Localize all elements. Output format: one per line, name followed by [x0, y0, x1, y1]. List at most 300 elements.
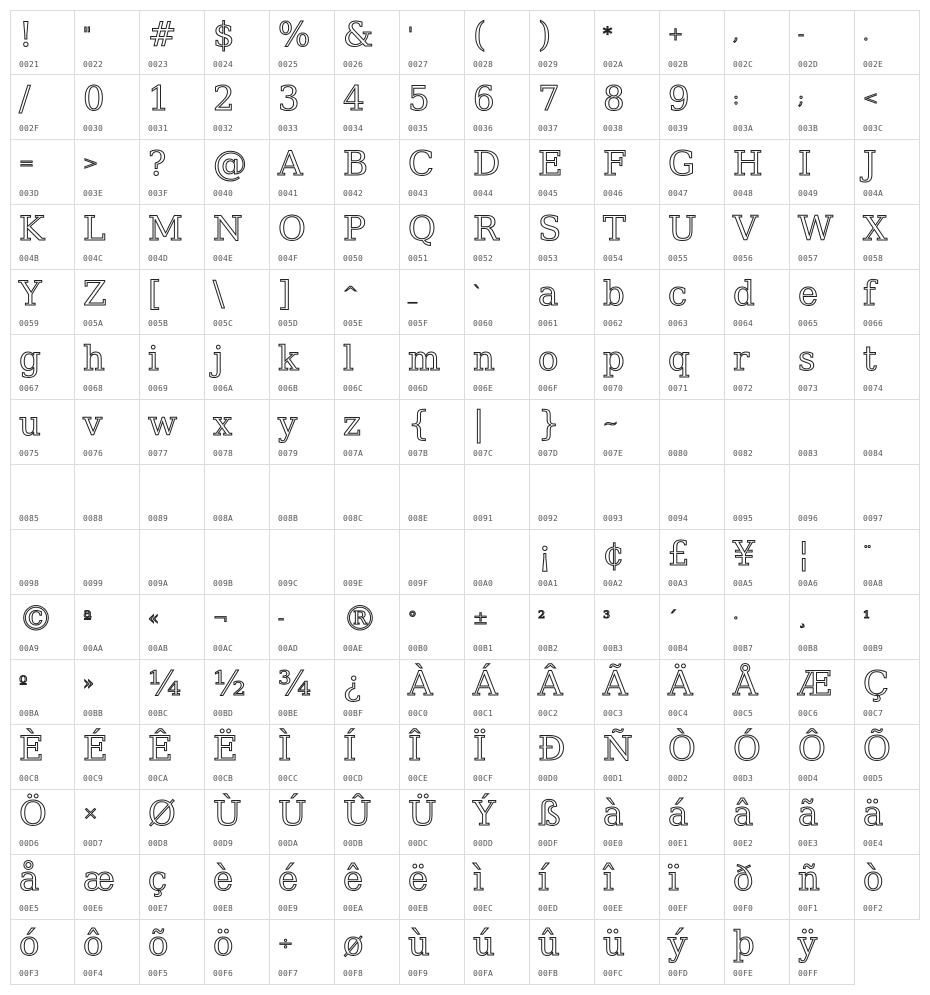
glyph-code: 0065: [798, 319, 819, 328]
glyph-char: ù: [408, 924, 430, 964]
glyph-code: 0041: [278, 189, 299, 198]
glyph-cell: [335, 790, 400, 855]
glyph-code: 00BA: [19, 709, 40, 718]
glyph-cell: [335, 920, 400, 985]
glyph-char: Ë: [213, 729, 238, 769]
glyph-char: O: [278, 209, 306, 249]
glyph-cell: [335, 335, 400, 400]
glyph-char: Y: [19, 274, 42, 314]
glyph-code: 0033: [278, 124, 299, 133]
glyph-cell: [140, 10, 205, 75]
glyph-char: #: [148, 15, 177, 55]
glyph-code: 0057: [798, 254, 819, 263]
glyph-cell: [465, 140, 530, 205]
glyph-code: 009C: [278, 579, 299, 588]
glyph-char: ¥: [733, 534, 755, 574]
glyph-char: &: [343, 15, 374, 55]
glyph-code: 00DB: [343, 839, 364, 848]
glyph-char: ®: [343, 599, 377, 639]
glyph-cell: [270, 465, 335, 530]
glyph-char: é: [278, 859, 299, 899]
glyph-cell: [530, 790, 595, 855]
glyph-char: Ý: [473, 794, 496, 834]
glyph-code: 0098: [19, 579, 40, 588]
glyph-cell: [10, 10, 75, 75]
glyph-cell: [270, 270, 335, 335]
glyph-cell: [270, 790, 335, 855]
glyph-char: ì: [473, 859, 484, 899]
glyph-char: ~: [603, 413, 619, 434]
glyph-code: 0099: [83, 579, 104, 588]
glyph-cell: [140, 205, 205, 270]
glyph-code: 00C0: [408, 709, 429, 718]
glyph-char: þ: [733, 924, 755, 964]
glyph-cell: [855, 855, 920, 920]
glyph-cell: [140, 920, 205, 985]
glyph-code: 009B: [213, 579, 234, 588]
glyph-cell: [465, 10, 530, 75]
glyph-char: °: [408, 608, 417, 629]
glyph-code: 00AD: [278, 644, 299, 653]
glyph-cell: [660, 75, 725, 140]
glyph-cell: [335, 465, 400, 530]
glyph-char: Õ: [863, 729, 891, 769]
glyph-code: 003D: [19, 189, 40, 198]
glyph-code: 00FE: [733, 969, 754, 978]
glyph-cell: [10, 400, 75, 465]
glyph-char: ±: [473, 608, 489, 629]
glyph-code: 0039: [668, 124, 689, 133]
glyph-code: 0027: [408, 60, 429, 69]
glyph-char: ç: [148, 859, 168, 899]
glyph-code: 0048: [733, 189, 754, 198]
glyph-char: c: [668, 274, 688, 314]
glyph-cell: [400, 205, 465, 270]
glyph-code: 0051: [408, 254, 429, 263]
glyph-code: 0094: [668, 514, 689, 523]
glyph-code: 0022: [83, 60, 104, 69]
glyph-cell: [660, 920, 725, 985]
glyph-char: 6: [473, 79, 495, 119]
glyph-cell: [660, 465, 725, 530]
glyph-cell: [140, 790, 205, 855]
glyph-code: 0031: [148, 124, 169, 133]
glyph-char: A: [278, 144, 303, 184]
glyph-cell: [725, 205, 790, 270]
glyph-cell: [790, 270, 855, 335]
glyph-code: 0060: [473, 319, 494, 328]
glyph-code: 0088: [83, 514, 104, 523]
glyph-code: 00A6: [798, 579, 819, 588]
glyph-cell: [205, 75, 270, 140]
glyph-code: 0024: [213, 60, 234, 69]
glyph-grid: [10, 10, 920, 985]
glyph-code: 00EE: [603, 904, 624, 913]
glyph-cell: [790, 595, 855, 660]
glyph-code: 00D0: [538, 774, 559, 783]
glyph-char: «: [148, 608, 160, 629]
glyph-cell: [75, 660, 140, 725]
glyph-char: È: [19, 729, 44, 769]
glyph-char: [148, 532, 204, 576]
glyph-code: 00B9: [863, 644, 884, 653]
glyph-char: ¿: [343, 664, 362, 704]
glyph-code: 008B: [278, 514, 299, 523]
glyph-code: 0049: [798, 189, 819, 198]
glyph-cell: [270, 140, 335, 205]
glyph-code: 00A3: [668, 579, 689, 588]
glyph-cell: [10, 920, 75, 985]
glyph-cell: [790, 335, 855, 400]
glyph-cell: [270, 660, 335, 725]
glyph-cell: [270, 205, 335, 270]
glyph-cell: [790, 140, 855, 205]
glyph-char: [863, 402, 919, 446]
glyph-code: 0025: [278, 60, 299, 69]
glyph-cell: [790, 465, 855, 530]
glyph-cell: [10, 530, 75, 595]
glyph-char: m: [408, 339, 441, 379]
glyph-char: W: [798, 209, 833, 249]
glyph-code: 0097: [863, 514, 884, 523]
glyph-code: 00E5: [19, 904, 40, 913]
glyph-char: ü: [603, 924, 625, 964]
glyph-char: r: [733, 339, 750, 379]
glyph-code: 004B: [19, 254, 40, 263]
glyph-cell: [205, 205, 270, 270]
glyph-code: 00A9: [19, 644, 40, 653]
glyph-cell: [790, 10, 855, 75]
glyph-code: 0096: [798, 514, 819, 523]
glyph-code: 0063: [668, 319, 689, 328]
glyph-cell: [660, 270, 725, 335]
glyph-cell: [140, 465, 205, 530]
glyph-cell: [75, 400, 140, 465]
glyph-char: T: [603, 209, 626, 249]
glyph-code: 00EA: [343, 904, 364, 913]
glyph-cell: [140, 660, 205, 725]
glyph-cell: [530, 920, 595, 985]
glyph-cell: [595, 790, 660, 855]
glyph-code: 0053: [538, 254, 559, 263]
glyph-code: 00E8: [213, 904, 234, 913]
glyph-char: -: [278, 608, 285, 629]
glyph-cell: [725, 725, 790, 790]
glyph-cell: [10, 790, 75, 855]
glyph-char: x: [213, 404, 233, 444]
glyph-cell: [855, 530, 920, 595]
glyph-code: 004E: [213, 254, 234, 263]
glyph-char: [148, 467, 204, 511]
glyph-cell: [855, 75, 920, 140]
glyph-code: 00D3: [733, 774, 754, 783]
glyph-cell: [530, 270, 595, 335]
glyph-code: 0032: [213, 124, 234, 133]
glyph-char: ö: [213, 924, 234, 964]
glyph-cell: [790, 205, 855, 270]
glyph-char: Ï: [473, 729, 487, 769]
glyph-code: 007D: [538, 449, 559, 458]
glyph-cell: [660, 140, 725, 205]
glyph-char: .: [863, 24, 869, 45]
glyph-char: u: [19, 404, 41, 444]
glyph-code: 005C: [213, 319, 234, 328]
glyph-code: 0058: [863, 254, 884, 263]
glyph-cell: [205, 725, 270, 790]
glyph-cell: [725, 855, 790, 920]
glyph-char: Å: [733, 664, 758, 704]
glyph-code: 00DF: [538, 839, 559, 848]
glyph-char: ó: [19, 924, 40, 964]
glyph-code: 009A: [148, 579, 169, 588]
glyph-char: Ì: [278, 729, 292, 769]
glyph-char: !: [19, 15, 33, 55]
glyph-char: [668, 402, 724, 446]
glyph-cell: [75, 530, 140, 595]
glyph-cell: [595, 10, 660, 75]
glyph-cell: [465, 920, 530, 985]
glyph-cell: [335, 140, 400, 205]
glyph-char: 1: [148, 79, 170, 119]
glyph-code: 00C7: [863, 709, 884, 718]
glyph-code: 00D1: [603, 774, 624, 783]
glyph-code: 0023: [148, 60, 169, 69]
glyph-char: º: [19, 673, 28, 694]
glyph-code: 00F8: [343, 969, 364, 978]
glyph-code: 00BC: [148, 709, 169, 718]
glyph-code: 0083: [798, 449, 819, 458]
glyph-code: 004F: [278, 254, 299, 263]
glyph-char: [408, 532, 464, 576]
glyph-cell: [335, 10, 400, 75]
glyph-code: 0055: [668, 254, 689, 263]
glyph-code: 006D: [408, 384, 429, 393]
glyph-cell: [725, 400, 790, 465]
glyph-cell: [10, 75, 75, 140]
glyph-cell: [595, 595, 660, 660]
glyph-code: 006E: [473, 384, 494, 393]
glyph-code: 00A1: [538, 579, 559, 588]
glyph-cell: [725, 920, 790, 985]
glyph-char: â: [733, 794, 754, 834]
glyph-char: Ü: [408, 794, 437, 834]
glyph-code: 00DC: [408, 839, 429, 848]
glyph-char: f: [863, 274, 876, 314]
glyph-char: î: [603, 859, 614, 899]
glyph-char: ÿ: [798, 924, 818, 964]
glyph-char: /: [19, 79, 31, 119]
glyph-code: 003B: [798, 124, 819, 133]
glyph-code: 00C5: [733, 709, 754, 718]
glyph-char: ë: [408, 859, 429, 899]
glyph-char: á: [668, 794, 689, 834]
glyph-code: 0035: [408, 124, 429, 133]
glyph-code: 0045: [538, 189, 559, 198]
glyph-cell: [530, 530, 595, 595]
glyph-char: B: [343, 144, 368, 184]
glyph-code: 0056: [733, 254, 754, 263]
glyph-code: 0080: [668, 449, 689, 458]
glyph-cell: [140, 140, 205, 205]
glyph-code: 00CB: [213, 774, 234, 783]
glyph-char: [278, 467, 334, 511]
glyph-cell: [725, 140, 790, 205]
glyph-char: \: [213, 274, 225, 314]
glyph-char: |: [473, 404, 485, 444]
glyph-char: ·: [733, 608, 739, 629]
glyph-char: Ä: [668, 664, 693, 704]
glyph-cell: [400, 920, 465, 985]
glyph-char: z: [343, 404, 361, 444]
glyph-cell: [855, 790, 920, 855]
glyph-char: ø: [343, 924, 364, 964]
glyph-cell: [790, 660, 855, 725]
glyph-code: 0068: [83, 384, 104, 393]
glyph-code: 0093: [603, 514, 624, 523]
glyph-char: ä: [863, 794, 884, 834]
glyph-cell: [855, 660, 920, 725]
glyph-char: +: [668, 24, 684, 45]
glyph-char: Í: [343, 729, 357, 769]
glyph-cell: [205, 465, 270, 530]
glyph-char: [798, 467, 854, 511]
glyph-cell: [270, 10, 335, 75]
glyph-code: 009F: [408, 579, 429, 588]
glyph-char: [19, 532, 75, 576]
glyph-cell: [75, 790, 140, 855]
glyph-char: ³: [603, 608, 611, 629]
glyph-char: [668, 467, 724, 511]
glyph-char: i: [148, 339, 159, 379]
glyph-char: H: [733, 144, 763, 184]
glyph-code: 00AC: [213, 644, 234, 653]
glyph-cell: [725, 790, 790, 855]
glyph-code: 0042: [343, 189, 364, 198]
glyph-char: ²: [538, 608, 546, 629]
glyph-code: 00E2: [733, 839, 754, 848]
glyph-code: 0070: [603, 384, 624, 393]
glyph-char: k: [278, 339, 299, 379]
glyph-char: ?: [148, 144, 167, 184]
glyph-code: 00D5: [863, 774, 884, 783]
glyph-code: 009E: [343, 579, 364, 588]
glyph-char: y: [278, 404, 298, 444]
glyph-cell: [10, 335, 75, 400]
glyph-cell: [400, 270, 465, 335]
glyph-cell: [400, 660, 465, 725]
glyph-code: 00E7: [148, 904, 169, 913]
glyph-code: 00DD: [473, 839, 494, 848]
glyph-char: À: [408, 664, 433, 704]
glyph-cell: [335, 205, 400, 270]
glyph-cell: [855, 465, 920, 530]
glyph-cell: [400, 530, 465, 595]
glyph-char: $: [213, 15, 235, 55]
glyph-char: ×: [83, 803, 99, 824]
glyph-code: 0054: [603, 254, 624, 263]
glyph-cell: [660, 725, 725, 790]
glyph-code: 00F7: [278, 969, 299, 978]
glyph-cell: [400, 10, 465, 75]
glyph-cell: [660, 530, 725, 595]
glyph-char: Z: [83, 274, 107, 314]
glyph-char: 5: [408, 79, 430, 119]
glyph-char: ý: [668, 924, 688, 964]
glyph-code: 0082: [733, 449, 754, 458]
glyph-code: 0059: [19, 319, 40, 328]
glyph-char: *: [603, 24, 612, 45]
glyph-cell: [725, 335, 790, 400]
glyph-cell: [400, 400, 465, 465]
glyph-code: 00D7: [83, 839, 104, 848]
glyph-char: j: [213, 339, 224, 379]
glyph-char: ½: [213, 664, 246, 704]
glyph-code: 006F: [538, 384, 559, 393]
glyph-char: ¡: [538, 534, 552, 574]
glyph-cell: [465, 595, 530, 660]
glyph-char: Ê: [148, 729, 173, 769]
glyph-char: [343, 467, 399, 511]
glyph-code: 00C4: [668, 709, 689, 718]
glyph-cell: [140, 75, 205, 140]
glyph-code: 00E9: [278, 904, 299, 913]
glyph-code: 0052: [473, 254, 494, 263]
glyph-cell: [725, 270, 790, 335]
glyph-code: 004D: [148, 254, 169, 263]
glyph-cell: [790, 920, 855, 985]
glyph-char: R: [473, 209, 499, 249]
glyph-char: Û: [343, 794, 372, 834]
glyph-cell: [140, 595, 205, 660]
glyph-cell: [140, 270, 205, 335]
glyph-char: [83, 467, 139, 511]
glyph-code: 00F4: [83, 969, 104, 978]
glyph-code: 0072: [733, 384, 754, 393]
glyph-cell: [205, 530, 270, 595]
glyph-cell: [855, 595, 920, 660]
glyph-char: d: [733, 274, 755, 314]
glyph-char: U: [668, 209, 697, 249]
glyph-code: 0073: [798, 384, 819, 393]
glyph-code: 008A: [213, 514, 234, 523]
glyph-cell: [75, 205, 140, 270]
glyph-cell: [530, 205, 595, 270]
glyph-cell: [400, 595, 465, 660]
glyph-code: 0076: [83, 449, 104, 458]
glyph-code: 0044: [473, 189, 494, 198]
glyph-char: [538, 467, 594, 511]
glyph-cell: [530, 400, 595, 465]
glyph-char: »: [83, 673, 95, 694]
glyph-code: 008E: [408, 514, 429, 523]
glyph-code: 00F9: [408, 969, 429, 978]
glyph-code: 00F0: [733, 904, 754, 913]
glyph-char: Q: [408, 209, 436, 249]
glyph-char: l: [343, 339, 354, 379]
glyph-char: G: [668, 144, 696, 184]
glyph-cell: [530, 855, 595, 920]
glyph-cell: [270, 595, 335, 660]
glyph-code: 0030: [83, 124, 104, 133]
glyph-char: £: [668, 534, 690, 574]
glyph-char: [408, 467, 464, 511]
glyph-char: >: [83, 153, 99, 174]
glyph-cell: [530, 335, 595, 400]
glyph-cell: [725, 595, 790, 660]
glyph-code: 00D4: [798, 774, 819, 783]
glyph-code: 00CF: [473, 774, 494, 783]
glyph-cell: [400, 855, 465, 920]
